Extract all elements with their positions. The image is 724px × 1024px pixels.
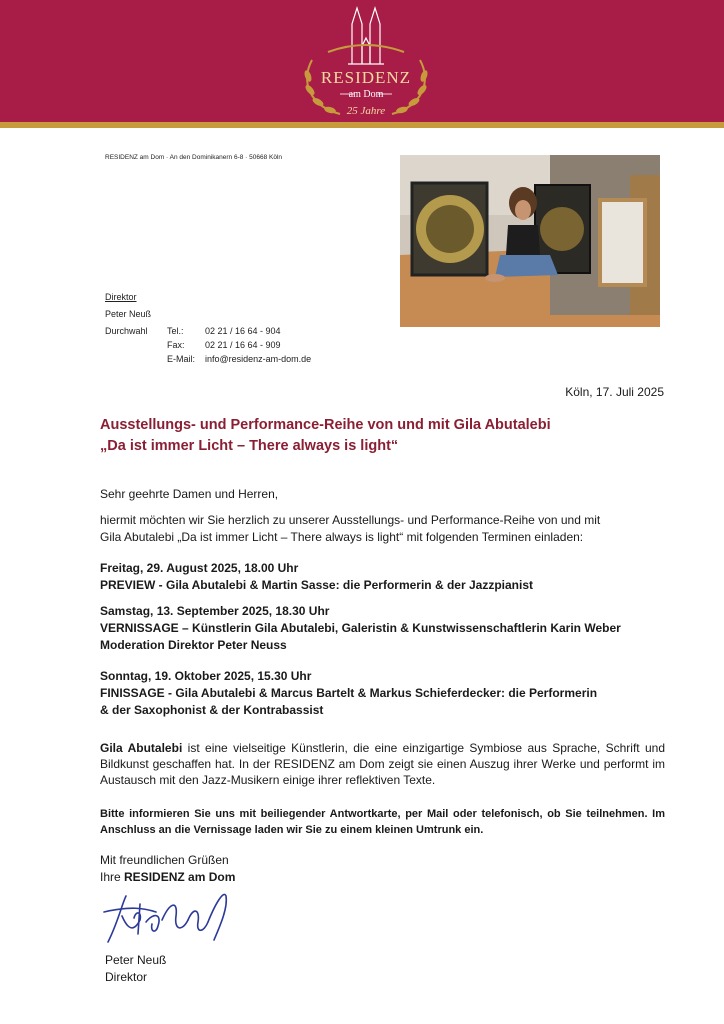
event-2-date: Samstag, 13. September 2025, 18.30 Uhr (100, 604, 330, 618)
contact-tel: 02 21 / 16 64 - 904 (205, 326, 281, 336)
artist-photo (400, 155, 660, 327)
salutation: Sehr geehrte Damen und Herren, (100, 487, 279, 501)
intro-line2: Gila Abutalebi „Da ist immer Licht – There always is light“ mit folgenden Terminen einladen: (100, 530, 584, 544)
event-1-date: Freitag, 29. August 2025, 18.00 Uhr (100, 561, 299, 575)
contact-durchwahl-label: Durchwahl (105, 326, 148, 336)
contact-fax: 02 21 / 16 64 - 909 (205, 340, 281, 350)
contact-email-label: E-Mail: (167, 354, 196, 364)
event-3-line2: & der Saxophonist & der Kontrabassist (100, 703, 324, 717)
event-3-line1: FINISSAGE - Gila Abutalebi & Marcus Bartelt & Markus Schieferdecker: die Performerin (100, 686, 598, 700)
header-banner (0, 0, 724, 122)
closing-greeting: Mit freundlichen Grüßen (100, 853, 229, 867)
logo-title: RESIDENZ (320, 68, 412, 87)
rsvp-text: Bitte informieren Sie uns mit beiliegender Antwortkarte, per Mail oder telefonisch, ob Sie teilnehmen. Im Anschluss an die Vernissage laden wir Sie zu einem kleinen Umtrunk ein. (100, 808, 665, 836)
headline-line2: „Da ist immer Licht – There always is light“ (100, 438, 399, 454)
event-3-date: Sonntag, 19. Oktober 2025, 15.30 Uhr (100, 669, 312, 683)
event-2-line2: Moderation Direktor Peter Neuss (100, 638, 287, 652)
closing-org-name: RESIDENZ am Dom (124, 870, 236, 884)
gold-divider (0, 122, 724, 128)
signer-title: Direktor (105, 970, 148, 984)
contact-tel-label: Tel.: (167, 326, 184, 336)
sender-address: RESIDENZ am Dom · An den Dominikanern 6-8 · 50668 Köln (105, 154, 283, 161)
cathedral-laurel-icon (290, 2, 442, 120)
contact-fax-label: Fax: (167, 340, 185, 350)
event-2-line1: VERNISSAGE – Künstlerin Gila Abutalebi, Galeristin & Kunstwissenschaftlerin Karin Weber (100, 621, 621, 635)
artist-description (100, 740, 665, 788)
signature (100, 882, 240, 952)
artist-name: Gila Abutalebi (100, 741, 183, 755)
residenz-logo (290, 2, 442, 120)
artist-description-text: ist eine vielseitige Künstlerin, die eine einzigartige Symbiose aus Sprache, Schrift und Bildkunst geschaffen hat. In der RESIDENZ am Dom zeigt sie einen Auszug ihrer Werke und performt im Austausch mit den Jazz-Musikern einige ihrer reflektiven Texte. (100, 741, 666, 787)
headline-line1: Ausstellungs- und Performance-Reihe von und mit Gila Abutalebi (100, 417, 551, 433)
closing-prefix: Ihre (100, 870, 125, 884)
event-1-line1: PREVIEW - Gila Abutalebi & Martin Sasse: die Performerin & der Jazzpianist (100, 578, 533, 592)
letter-date: Köln, 17. Juli 2025 (565, 385, 664, 399)
contact-email[interactable]: info@residenz-am-dom.de (205, 354, 312, 364)
contact-name: Peter Neuß (105, 309, 152, 319)
logo-subtitle: am Dom (348, 89, 384, 100)
contact-role-label: Direktor (105, 292, 137, 302)
logo-years: 25 Jahre (346, 105, 386, 117)
signer-name: Peter Neuß (105, 953, 167, 967)
intro-line1: hiermit möchten wir Sie herzlich zu unserer Ausstellungs- und Performance-Reihe von und mit (100, 513, 601, 527)
